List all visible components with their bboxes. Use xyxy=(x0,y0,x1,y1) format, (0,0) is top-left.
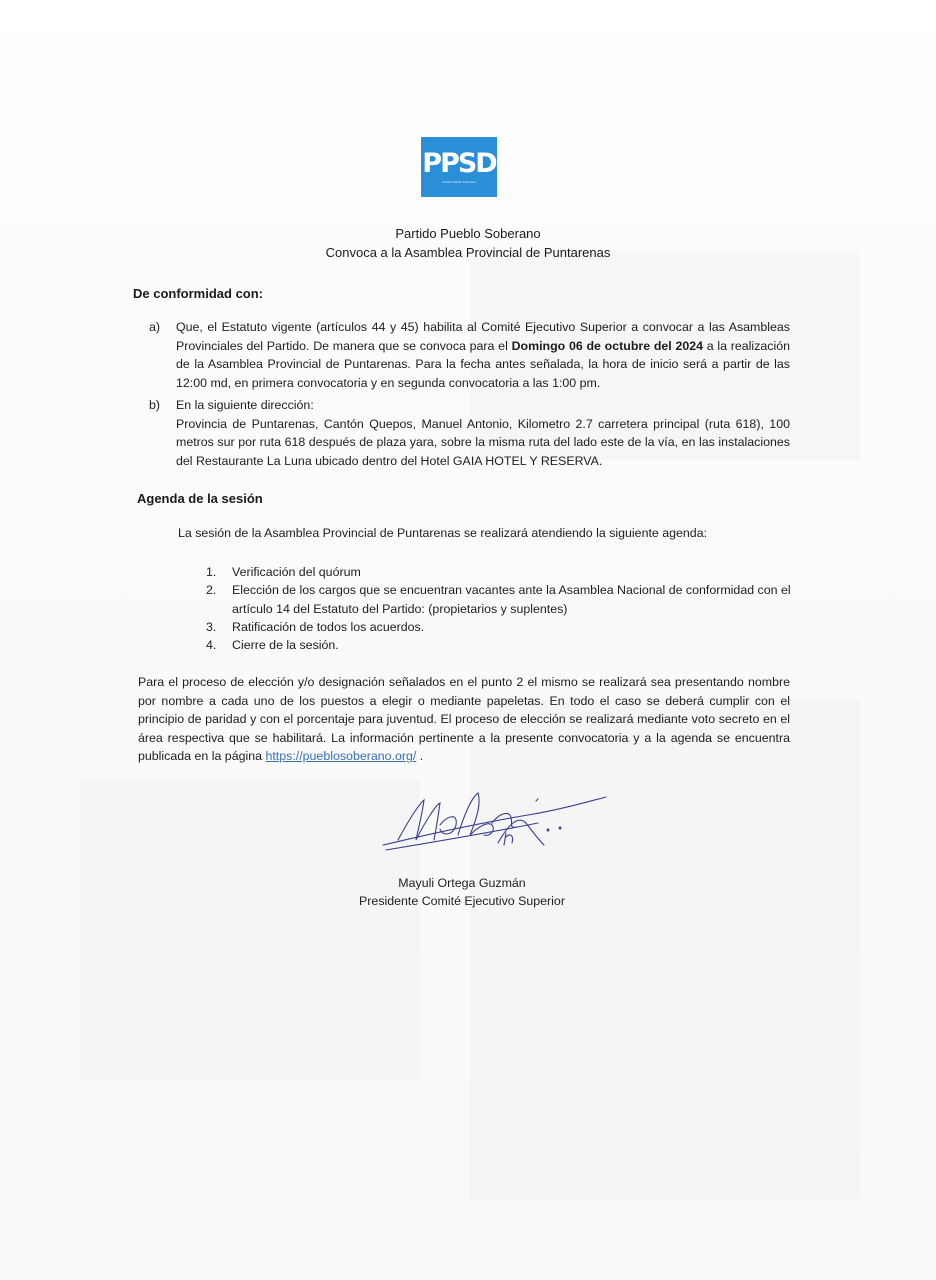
agenda-item-number: 3. xyxy=(206,620,217,634)
agenda-heading: Agenda de la sesión xyxy=(137,491,263,506)
item-b-text xyxy=(176,396,790,470)
signature-stroke xyxy=(536,799,538,801)
signature-stroke xyxy=(504,833,513,845)
logo-mark: PPSD xyxy=(422,148,496,179)
event-address: Provincia de Puntarenas, Cantón Quepos, Manuel Antonio, Kilometro 2.7 carretera principal (ruta 618), 100 metros sur por ruta 618 después de plaza yara, sobre la misma ruta del lado este de la vía, en las instalaciones del Restaurante La Luna ubicado dentro del Hotel GAIA HOTEL Y RESERVA. xyxy=(176,416,790,468)
signature-dot xyxy=(547,829,549,831)
item-b-marker: b) xyxy=(149,398,161,412)
signature-stroke xyxy=(458,793,493,835)
item-a-text xyxy=(176,318,790,392)
logo-tagline: Partido Pueblo Soberano xyxy=(442,180,476,184)
closing-paragraph xyxy=(138,673,790,766)
agenda-item-number: 4. xyxy=(206,638,217,652)
document-subtitle: Convoca a la Asamblea Provincial de Puntarenas xyxy=(325,245,611,260)
agenda-item-text: Ratificación de todos los acuerdos. xyxy=(232,620,425,634)
item-a-text-start: Que, el Estatuto vigente (artículos 44 y 45) habilita al Comité Ejecutivo Superior a convocar a las Asambleas Provinciales del Partido. De manera que se convoca para el xyxy=(176,320,790,353)
agenda-item-text: Cierre de la sesión. xyxy=(232,638,339,652)
website-link[interactable]: https://pueblosoberano.org/ xyxy=(265,749,417,764)
signature-dot xyxy=(559,827,561,829)
agenda-item-number: 2. xyxy=(206,583,217,597)
event-date: Domingo 06 de octubre del 2024 xyxy=(511,338,704,353)
bleed-through-shadow xyxy=(80,780,420,1080)
item-a-marker: a) xyxy=(149,320,161,334)
item-a-text-end: a la realización de la Asamblea Provincial de Puntarenas. Para la fecha antes señalada, la hora de inicio será a partir de las 12:00 md, en primera convocatoria y en segunda convocatoria a las 1:00 pm. xyxy=(176,338,791,390)
signer-title: Presidente Comité Ejecutivo Superior xyxy=(359,894,565,908)
closing-text-end: . xyxy=(416,749,424,764)
agenda-intro: La sesión de la Asamblea Provincial de Puntarenas se realizará atendiendo la siguiente agenda: xyxy=(178,526,708,540)
party-logo xyxy=(421,137,497,197)
agenda-item-text: Elección de los cargos que se encuentran vacantes ante la Asamblea Nacional de conformidad con el artículo 14 del Estatuto del Partido: (propietarios y suplentes) xyxy=(232,583,791,616)
agenda-item-number: 1. xyxy=(206,565,217,579)
signature xyxy=(378,785,608,860)
conformity-heading: De conformidad con: xyxy=(133,286,264,301)
signer-name: Mayuli Ortega Guzmán xyxy=(398,876,526,890)
item-b-lead: En la siguiente dirección: xyxy=(176,398,314,412)
closing-text: Para el proceso de elección y/o designación señalados en el punto 2 el mismo se realizará sea presentando nombre por nombre a cada uno de los puestos a elegir o mediante papeletas. En todo el caso se deberá cumplir con el principio de paridad y con el porcentaje para juventud. El proceso de elección se realizará mediante voto secreto en el área respectiva que se habilitará. La información pertinente a la presente convocatoria y a la agenda se encuentra publicada en la página xyxy=(138,675,790,764)
agenda-item-text: Verificación del quórum xyxy=(232,565,361,579)
party-name: Partido Pueblo Soberano xyxy=(395,226,541,241)
bleed-through-shadow xyxy=(470,700,860,1200)
